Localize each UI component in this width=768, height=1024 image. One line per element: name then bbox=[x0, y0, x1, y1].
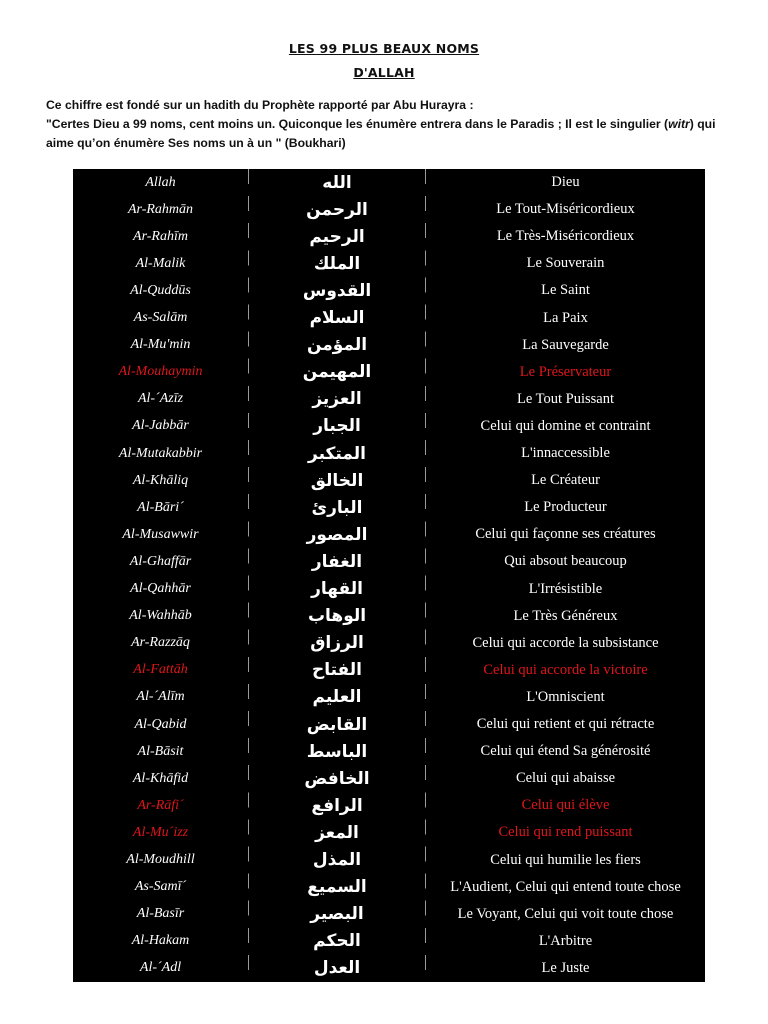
arabic-name-cell: الغفار bbox=[311, 551, 363, 572]
page-title: LES 99 PLUS BEAUX NOMS bbox=[288, 41, 480, 56]
french-meaning-cell: Celui qui accorde la victoire bbox=[483, 661, 648, 678]
arabic-name-cell: السميع bbox=[307, 877, 367, 898]
french-meaning-cell: Celui qui rend puissant bbox=[498, 824, 633, 841]
transliteration-cell: Al-Khāfid bbox=[132, 770, 189, 786]
french-meaning-cell: L'Arbitre bbox=[538, 932, 593, 949]
arabic-name-cell: الباسط bbox=[306, 741, 368, 762]
names-table bbox=[73, 169, 705, 982]
table-row bbox=[73, 765, 705, 792]
transliteration-cell: Al-Qahhār bbox=[130, 581, 191, 596]
french-meaning-cell: Le Producteur bbox=[524, 499, 607, 516]
french-meaning-cell: L'Audient, Celui qui entend toute chose bbox=[450, 878, 681, 895]
column-separator bbox=[425, 169, 426, 982]
arabic-name-cell: العزيز bbox=[312, 389, 362, 410]
transliteration-cell: Al-Qabid bbox=[134, 716, 187, 732]
french-meaning-cell: Le Voyant, Celui qui voit toute chose bbox=[457, 905, 674, 922]
transliteration-cell: Al-Bāri´ bbox=[137, 499, 184, 515]
arabic-name-cell: القهار bbox=[311, 579, 363, 599]
transliteration-cell: Al-Quddūs bbox=[130, 282, 191, 298]
table-row bbox=[73, 332, 705, 359]
page-title-line2: D'ALLAH bbox=[353, 65, 415, 80]
table-row bbox=[73, 684, 705, 711]
quote-witr: witr bbox=[668, 117, 690, 131]
table-row bbox=[73, 901, 705, 928]
arabic-name-cell: البارئ bbox=[311, 497, 363, 518]
french-meaning-cell: La Paix bbox=[543, 309, 588, 326]
table-row bbox=[73, 657, 705, 684]
french-meaning-cell: Le Très-Miséricordieux bbox=[496, 228, 635, 245]
table-row bbox=[73, 792, 705, 819]
transliteration-cell: Al-Musawwir bbox=[122, 526, 199, 542]
transliteration-cell: Al-Ghaffār bbox=[129, 553, 192, 569]
french-meaning-cell: L'innaccessible bbox=[521, 445, 610, 461]
transliteration-cell: Al-Mutakabbir bbox=[118, 445, 203, 461]
french-meaning-cell: Le Tout Puissant bbox=[517, 390, 614, 407]
table-row bbox=[73, 847, 705, 874]
french-meaning-cell: Celui qui abaisse bbox=[515, 770, 616, 787]
table-row bbox=[73, 955, 705, 982]
transliteration-cell: Ar-Rahīm bbox=[133, 228, 188, 244]
arabic-name-cell: الحكم bbox=[313, 931, 361, 952]
transliteration-cell: Al-Malik bbox=[135, 255, 186, 271]
transliteration-cell: Al-´Adl bbox=[139, 960, 182, 976]
transliteration-cell: Al-Bāsit bbox=[137, 743, 184, 759]
arabic-name-cell: الملك bbox=[313, 253, 361, 274]
arabic-name-cell: المذل bbox=[312, 850, 362, 870]
transliteration-cell: Al-´Azīz bbox=[137, 391, 184, 407]
transliteration-cell: Ar-Rāfi´ bbox=[137, 797, 184, 813]
french-meaning-cell: Le Tout-Miséricordieux bbox=[496, 201, 635, 218]
arabic-name-cell: الرافع bbox=[311, 795, 363, 816]
french-meaning-cell: L'Omniscient bbox=[526, 688, 605, 705]
table-row bbox=[73, 277, 705, 304]
table-row bbox=[73, 359, 705, 386]
transliteration-cell: As-Samī´ bbox=[134, 879, 187, 895]
table-row bbox=[73, 630, 705, 657]
french-meaning-cell: Qui absout beaucoup bbox=[504, 553, 627, 570]
french-meaning-cell: Celui qui façonne ses créatures bbox=[475, 526, 656, 543]
table-row bbox=[73, 874, 705, 901]
table-row bbox=[73, 494, 705, 521]
arabic-name-cell: العدل bbox=[313, 958, 361, 979]
transliteration-cell: Al-Khāliq bbox=[132, 472, 189, 488]
arabic-name-cell: الرحيم bbox=[309, 226, 365, 247]
table-row bbox=[73, 413, 705, 440]
transliteration-cell: Al-Moudhill bbox=[126, 852, 195, 867]
table-row bbox=[73, 711, 705, 738]
french-meaning-cell: Le Juste bbox=[541, 959, 590, 976]
table-row bbox=[73, 467, 705, 494]
arabic-name-cell: السلام bbox=[309, 308, 365, 328]
arabic-name-cell: الوهاب bbox=[307, 606, 367, 627]
transliteration-cell: Ar-Razzāq bbox=[131, 635, 190, 651]
transliteration-cell: Ar-Rahmān bbox=[127, 201, 194, 217]
table-row bbox=[73, 386, 705, 413]
french-meaning-cell: Celui qui accorde la subsistance bbox=[472, 634, 659, 651]
arabic-name-cell: الله bbox=[322, 172, 352, 193]
arabic-name-cell: الجبار bbox=[313, 416, 361, 437]
transliteration-cell: Al-Hakam bbox=[131, 933, 190, 949]
transliteration-cell: As-Salām bbox=[133, 310, 188, 325]
arabic-name-cell: المعز bbox=[315, 822, 359, 843]
french-meaning-cell: Celui qui humilie les fiers bbox=[490, 851, 641, 868]
transliteration-cell: Al-´Alīm bbox=[136, 689, 185, 705]
french-meaning-cell: Le Très Généreux bbox=[513, 607, 618, 624]
transliteration-cell: Allah bbox=[145, 174, 176, 190]
table-row bbox=[73, 738, 705, 765]
arabic-name-cell: الخافض bbox=[304, 768, 370, 789]
table-row bbox=[73, 576, 705, 603]
arabic-name-cell: الرزاق bbox=[310, 633, 364, 654]
arabic-name-cell: القابض bbox=[306, 714, 368, 735]
table-row bbox=[73, 305, 705, 332]
table-row bbox=[73, 819, 705, 846]
table-row bbox=[73, 440, 705, 467]
arabic-name-cell: المتكبر bbox=[308, 443, 366, 464]
arabic-name-cell: البصير bbox=[310, 904, 364, 925]
transliteration-cell: Al-Mouhaymin bbox=[118, 364, 203, 380]
quote-part-2: ) qui aime qu’on énumère Ses noms un à un " (Boukhari) bbox=[46, 117, 716, 150]
arabic-name-cell: المهيمن bbox=[302, 362, 372, 383]
french-meaning-cell: Celui qui étend Sa générosité bbox=[480, 743, 651, 760]
column-separator bbox=[248, 169, 249, 982]
intro-text bbox=[46, 96, 736, 153]
french-meaning-cell: La Sauvegarde bbox=[522, 336, 609, 353]
table-row bbox=[73, 928, 705, 955]
arabic-name-cell: المؤمن bbox=[306, 335, 368, 356]
french-meaning-cell: Le Préservateur bbox=[519, 363, 612, 380]
french-meaning-cell: Le Créateur bbox=[531, 472, 600, 489]
arabic-name-cell: الفتاح bbox=[311, 660, 363, 681]
transliteration-cell: Al-Wahhāb bbox=[129, 608, 192, 624]
intro-quote bbox=[46, 115, 736, 153]
arabic-name-cell: الخالق bbox=[310, 470, 364, 491]
french-meaning-cell: Celui qui retient et qui rétracte bbox=[476, 716, 655, 732]
table-row bbox=[73, 250, 705, 277]
french-meaning-cell: Le Souverain bbox=[526, 255, 605, 272]
transliteration-cell: Al-Basīr bbox=[136, 906, 185, 922]
arabic-name-cell: العليم bbox=[312, 687, 362, 708]
table-row bbox=[73, 548, 705, 575]
table-row bbox=[73, 521, 705, 548]
french-meaning-cell: Dieu bbox=[551, 174, 580, 190]
arabic-name-cell: القدوس bbox=[302, 280, 372, 301]
transliteration-cell: Al-Jabbār bbox=[132, 418, 189, 434]
french-meaning-cell: Celui qui élève bbox=[521, 797, 610, 814]
transliteration-cell: Al-Mu´izz bbox=[132, 824, 189, 840]
transliteration-cell: Al-Fattāh bbox=[133, 662, 188, 678]
french-meaning-cell: L'Irrésistible bbox=[528, 580, 603, 597]
table-row bbox=[73, 223, 705, 250]
table-row bbox=[73, 603, 705, 630]
table-row bbox=[73, 196, 705, 223]
table-row bbox=[73, 169, 705, 196]
french-meaning-cell: Celui qui domine et contraint bbox=[480, 417, 651, 434]
quote-part-1: "Certes Dieu a 99 noms, cent moins un. Quiconque les énumère entrera dans le Paradis ; Il est le singulier ( bbox=[46, 117, 669, 131]
transliteration-cell: Al-Mu'min bbox=[130, 337, 191, 353]
french-meaning-cell: Le Saint bbox=[541, 282, 590, 299]
arabic-name-cell: المصور bbox=[306, 524, 368, 545]
arabic-name-cell: الرحمن bbox=[306, 199, 368, 220]
intro-line: Ce chiffre est fondé sur un hadith du Prophète rapporté par Abu Hurayra : bbox=[46, 98, 474, 112]
